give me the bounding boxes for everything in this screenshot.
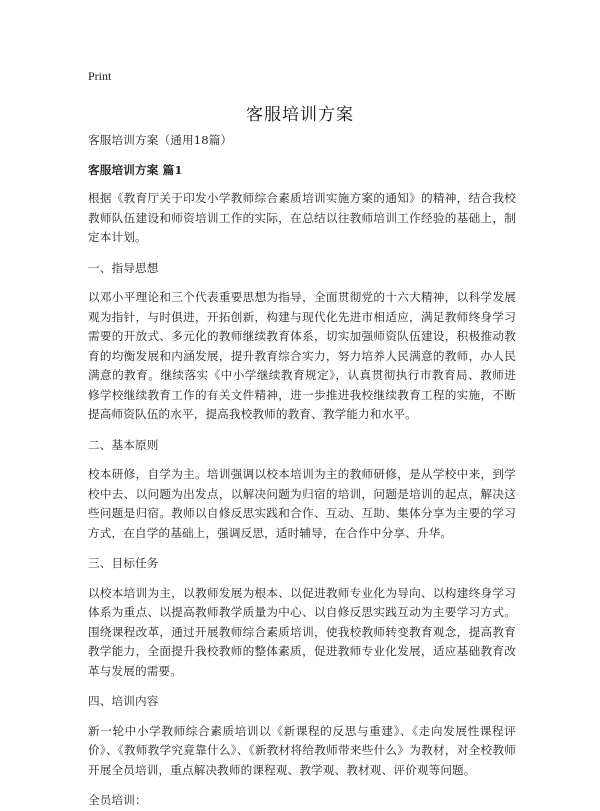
intro-paragraph: 根据《教育厅关于印发小学教师综合素质培训实施方案的通知》的精神，结合我校教师队伍建设和师资培训工作的实际，在总结以往教师培训工作经验的基础上，制定本计划。	[88, 191, 516, 244]
section-body-content: 新一轮中小学教师综合素质培训以《新课程的反思与重建》、《走向发展性课程评价》、《教师教学究竟靠什么》、《新教材将给教师带来些什么》为教材，对全校教师开展全员培训，重点解决教师的课程观、教学观、教材观、评价观等问题。	[88, 723, 516, 777]
document-subtitle: 客服培训方案（通用18篇）	[88, 133, 233, 147]
page-title: 客服培训方案	[246, 105, 354, 125]
section-body-basic-principles: 校本研修，自学为主。培训强调以校本培训为主的教师研修，是从学校中来，到学校中去、以问题为出发点，以解决问题为归宿的培训，问题是培训的起点，解决这些问题是归宿。教师以自修反思实践和合作、互动、互助、集体分享为主要的学习方式，在自学的基础上，强调反思，适时辅导，在合作中分享、升华。	[88, 467, 516, 540]
section-body-goals: 以校本培训为主，以教师发展为根本、以促进教师专业化为导向、以构建终身学习体系为重点、以提高教师教学质量为中心、以自修反思实践互动为主要学习方式。围绕课程改革，通过开展教师综合素质培训，使我校教师转变教育观念，提高教育教学能力，全面提升我校教师的整体素质，促进教师专业化发展，适应基础教育改革与发展的需要。	[88, 585, 516, 678]
section-body-guiding-ideology: 以邓小平理论和三个代表重要思想为指导，全面贯彻党的十六大精神，以科学发展观为指针，与时俱进，开拓创新，构建与现代化先进市相适应，满足教师终身学习需要的开放式、多元化的教师继续教育体系，切实加强师资队伍建设，积极推动教育的均衡发展和内涵发展，提升教育综合实力，努力培养人民满意的教师，办人民满意的教育。继续落实《中小学继续教育规定》，认真贯彻执行市教育局、教师进修学校继续教育工作的有关文件精神，进一步推进我校继续教育工程的实施，不断提高师资队伍的水平，提高我校教师的教育、教学能力和水平。	[88, 290, 516, 421]
section-heading-goals: 三、目标任务	[88, 556, 159, 570]
document-content	[88, 131, 516, 811]
closing-heading: 全员培训：	[88, 793, 147, 807]
section-heading-content: 四、培训内容	[88, 694, 159, 708]
section-title: 客服培训方案 篇1	[88, 162, 183, 177]
print-link[interactable]: Print	[88, 69, 112, 83]
section-heading-guiding-ideology: 一、指导思想	[88, 260, 159, 275]
section-heading-basic-principles: 二、基本原则	[88, 437, 159, 452]
